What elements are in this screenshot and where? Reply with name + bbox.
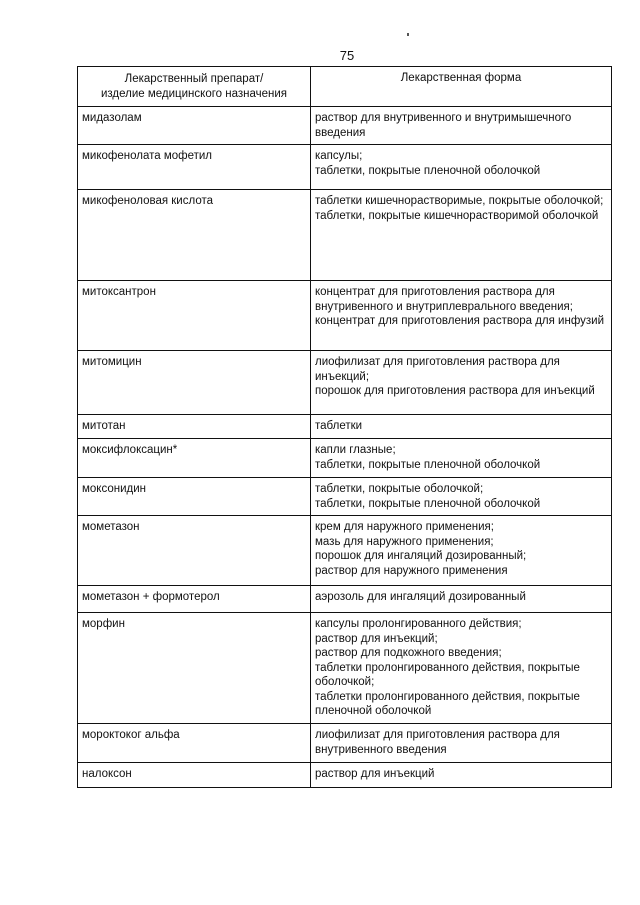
drug-table [77,66,612,788]
dosage-form-line: таблетки, покрытые пленочной оболочкой [315,497,541,510]
dosage-form-line: порошок для приготовления раствора для инъекций [315,385,595,397]
drug-name-cell: митотан [78,415,311,439]
dosage-form-line: таблетки, покрытые пленочной оболочкой [315,164,541,177]
drug-name-cell: микофенолата мофетил [78,145,311,190]
scan-mark [407,33,409,36]
dosage-form-line: лиофилизат для приготовления раствора для внутривенного введения [315,729,560,756]
dosage-form-line: порошок для ингаляций дозированный; [315,550,527,562]
header-drug-line: изделие медицинского назначения [100,87,288,100]
dosage-form-cell [311,516,612,586]
drug-name-cell: мометазон + формотерол [78,586,311,613]
dosage-form-cell [311,190,612,281]
drug-name-cell: мометазон [78,516,311,586]
table-row [78,516,612,586]
dosage-form-cell [311,145,612,190]
dosage-form-cell [311,351,612,415]
table-row [78,613,612,724]
drug-name-cell: микофеноловая кислота [78,190,311,281]
table-row [78,478,612,516]
dosage-form-line: таблетки, покрытые оболочкой; [315,483,484,495]
dosage-form-line: таблетки, покрытые кишечнорастворимой оболочкой [315,209,599,222]
table-row [78,190,612,281]
drug-name-cell: моксифлоксацин* [78,439,311,478]
dosage-form-line: таблетки, покрытые пленочной оболочкой [315,458,541,471]
dosage-form-line: раствор для подкожного введения; [315,647,502,659]
dosage-form-cell [311,724,612,763]
table-row [78,351,612,415]
drug-name-cell: митомицин [78,351,311,415]
dosage-form-line: лиофилизат для приготовления раствора для инъекций; [315,356,560,383]
drug-name-cell: моксонидин [78,478,311,516]
dosage-form-line: раствор для внутривенного и внутримышечного введения [315,112,572,139]
dosage-form-cell [311,281,612,351]
table-row [78,145,612,190]
table-row [78,724,612,763]
drug-name-cell: морфин [78,613,311,724]
dosage-form-line: таблетки пролонгированного действия, покрытые пленочной оболочкой [315,690,580,717]
table-row [78,107,612,145]
table-header-row [78,67,612,107]
drug-name-cell: налоксон [78,763,311,788]
dosage-form-line: мазь для наружного применения; [315,535,494,548]
drug-name-cell: мороктоког альфа [78,724,311,763]
dosage-form-line: концентрат для приготовления раствора для инфузий [315,315,605,327]
dosage-form-line: раствор для наружного применения [315,564,508,577]
dosage-form-line: аэрозоль для ингаляций дозированный [315,591,526,603]
table-row [78,586,612,613]
table-row [78,281,612,351]
dosage-form-line: раствор для инъекций [315,768,435,780]
table-row [78,439,612,478]
dosage-form-cell [311,613,612,724]
dosage-form-line: капли глазные; [315,444,396,456]
table-row [78,763,612,788]
header-form: Лекарственная форма [311,67,612,107]
header-drug [78,67,311,107]
dosage-form-cell [311,107,612,145]
dosage-form-cell [311,439,612,478]
header-drug-line: Лекарственный препарат/ [124,73,264,85]
dosage-form-line: раствор для инъекций; [315,632,438,645]
dosage-form-cell [311,415,612,439]
drug-name-cell: митоксантрон [78,281,311,351]
dosage-form-line: концентрат для приготовления раствора для внутривенного и внутриплеврального введения; [315,286,573,313]
page-number: 75 [339,48,355,63]
dosage-form-line: таблетки кишечнорастворимые, покрытые оболочкой; [315,195,604,207]
dosage-form-line: капсулы пролонгированного действия; [315,618,522,630]
dosage-form-cell [311,478,612,516]
dosage-form-line: таблетки пролонгированного действия, покрытые оболочкой; [315,661,580,688]
dosage-form-line: таблетки [315,420,363,432]
table-row [78,415,612,439]
dosage-form-cell [311,586,612,613]
dosage-form-line: крем для наружного применения; [315,521,494,533]
drug-name-cell: мидазолам [78,107,311,145]
dosage-form-line: капсулы; [315,150,363,162]
dosage-form-cell [311,763,612,788]
